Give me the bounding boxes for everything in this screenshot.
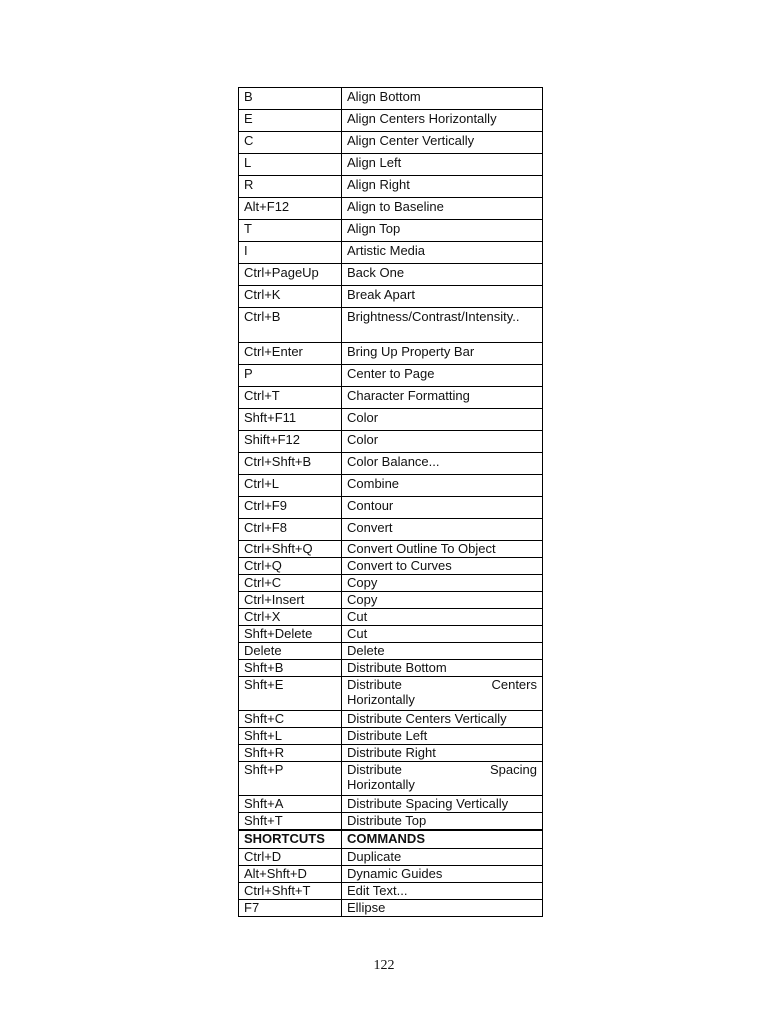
command-cell: Copy — [342, 575, 543, 592]
table-row — [239, 575, 543, 592]
command-cell: Ellipse — [342, 900, 543, 917]
shortcut-cell: Ctrl+Shft+T — [239, 883, 342, 900]
shortcut-cell: Alt+F12 — [239, 198, 342, 220]
shortcut-cell: Ctrl+Insert — [239, 592, 342, 609]
table-row — [239, 220, 543, 242]
command-cell: Align Centers Horizontally — [342, 110, 543, 132]
command-cell: Character Formatting — [342, 387, 543, 409]
table-row — [239, 900, 543, 917]
table-row — [239, 497, 543, 519]
shortcut-cell: Ctrl+F9 — [239, 497, 342, 519]
table-row — [239, 110, 543, 132]
command-cell: Bring Up Property Bar — [342, 343, 543, 365]
table-row — [239, 541, 543, 558]
command-cell: Distribute Left — [342, 728, 543, 745]
command-line-2: Horizontally — [347, 692, 415, 707]
command-cell: Align Left — [342, 154, 543, 176]
table-row — [239, 660, 543, 677]
table-row — [239, 745, 543, 762]
command-word: Centers — [491, 677, 537, 692]
table-row — [239, 677, 543, 711]
table-row — [239, 242, 543, 264]
table-row — [239, 711, 543, 728]
shortcut-cell: L — [239, 154, 342, 176]
table-row — [239, 609, 543, 626]
shortcut-cell: Shft+T — [239, 813, 342, 831]
command-cell: Distribute Right — [342, 745, 543, 762]
command-cell: Align Right — [342, 176, 543, 198]
shortcut-cell: Shft+R — [239, 745, 342, 762]
table-row — [239, 264, 543, 286]
table-row — [239, 475, 543, 497]
shortcut-cell: Ctrl+T — [239, 387, 342, 409]
table-row — [239, 883, 543, 900]
command-word: Spacing — [490, 762, 537, 777]
command-cell: Convert Outline To Object — [342, 541, 543, 558]
table-row — [239, 343, 543, 365]
table-row — [239, 286, 543, 308]
shortcut-cell: Ctrl+PageUp — [239, 264, 342, 286]
table-row — [239, 728, 543, 745]
command-cell: Artistic Media — [342, 242, 543, 264]
command-cell: Combine — [342, 475, 543, 497]
shortcut-cell: Delete — [239, 643, 342, 660]
command-cell: Copy — [342, 592, 543, 609]
command-cell: Edit Text... — [342, 883, 543, 900]
shortcut-cell: Shft+E — [239, 677, 342, 711]
table-row — [239, 796, 543, 813]
table-row — [239, 592, 543, 609]
shortcut-cell: Ctrl+K — [239, 286, 342, 308]
command-cell — [342, 677, 543, 711]
shortcut-cell: I — [239, 242, 342, 264]
table-row — [239, 132, 543, 154]
shortcut-cell: Ctrl+Enter — [239, 343, 342, 365]
command-cell: Align Top — [342, 220, 543, 242]
table-row — [239, 626, 543, 643]
command-cell: Back One — [342, 264, 543, 286]
table-row — [239, 308, 543, 343]
table-row — [239, 558, 543, 575]
shortcut-cell: Ctrl+C — [239, 575, 342, 592]
shortcut-cell: Ctrl+Q — [239, 558, 342, 575]
table-row — [239, 88, 543, 110]
command-cell: Color — [342, 431, 543, 453]
table-row — [239, 409, 543, 431]
command-word: Distribute — [347, 677, 402, 692]
command-cell: Delete — [342, 643, 543, 660]
command-cell: Color — [342, 409, 543, 431]
table-header-row — [239, 830, 543, 849]
shortcut-cell: B — [239, 88, 342, 110]
command-cell — [342, 762, 543, 796]
shortcut-cell: Shft+F11 — [239, 409, 342, 431]
shortcut-cell: Ctrl+Shft+Q — [239, 541, 342, 558]
shortcut-cell: R — [239, 176, 342, 198]
shortcut-table-body — [239, 88, 543, 917]
table-row — [239, 176, 543, 198]
command-line-1 — [347, 677, 537, 692]
shortcuts-header: SHORTCUTS — [239, 830, 342, 849]
shortcut-cell: Ctrl+X — [239, 609, 342, 626]
shortcut-cell: E — [239, 110, 342, 132]
shortcut-cell: Shft+C — [239, 711, 342, 728]
shortcut-cell: T — [239, 220, 342, 242]
shortcut-cell: Shift+F12 — [239, 431, 342, 453]
shortcut-cell: Ctrl+B — [239, 308, 342, 343]
shortcut-cell: Ctrl+L — [239, 475, 342, 497]
table-row — [239, 519, 543, 541]
shortcut-cell: F7 — [239, 900, 342, 917]
shortcut-cell: Alt+Shft+D — [239, 866, 342, 883]
command-cell: Convert to Curves — [342, 558, 543, 575]
command-cell: Break Apart — [342, 286, 543, 308]
shortcut-cell: C — [239, 132, 342, 154]
command-word: Distribute — [347, 762, 402, 777]
command-cell: Center to Page — [342, 365, 543, 387]
command-cell: Color Balance... — [342, 453, 543, 475]
command-cell: Distribute Centers Vertically — [342, 711, 543, 728]
command-cell: Contour — [342, 497, 543, 519]
command-cell: Distribute Top — [342, 813, 543, 831]
command-cell: Distribute Bottom — [342, 660, 543, 677]
command-cell: Cut — [342, 609, 543, 626]
command-cell: Dynamic Guides — [342, 866, 543, 883]
table-row — [239, 387, 543, 409]
table-row — [239, 453, 543, 475]
command-cell: Cut — [342, 626, 543, 643]
table-row — [239, 154, 543, 176]
table-row — [239, 866, 543, 883]
table-row — [239, 849, 543, 866]
command-cell: Duplicate — [342, 849, 543, 866]
shortcut-table — [238, 87, 543, 917]
command-cell: Align to Baseline — [342, 198, 543, 220]
command-line-2: Horizontally — [347, 777, 415, 792]
command-cell: Align Center Vertically — [342, 132, 543, 154]
table-row — [239, 198, 543, 220]
command-cell: Align Bottom — [342, 88, 543, 110]
shortcut-cell: Ctrl+F8 — [239, 519, 342, 541]
commands-header: COMMANDS — [342, 830, 543, 849]
shortcut-cell: Shft+A — [239, 796, 342, 813]
shortcut-cell: Shft+Delete — [239, 626, 342, 643]
shortcut-cell: Ctrl+Shft+B — [239, 453, 342, 475]
table-row — [239, 813, 543, 831]
table-row — [239, 762, 543, 796]
command-cell: Distribute Spacing Vertically — [342, 796, 543, 813]
table-row — [239, 643, 543, 660]
shortcut-cell: Shft+L — [239, 728, 342, 745]
shortcut-cell: Ctrl+D — [239, 849, 342, 866]
table-row — [239, 365, 543, 387]
command-cell: Brightness/Contrast/Intensity.. — [342, 308, 543, 343]
page-number: 122 — [373, 958, 395, 973]
shortcut-cell: Shft+B — [239, 660, 342, 677]
table-row — [239, 431, 543, 453]
shortcut-cell: P — [239, 365, 342, 387]
command-cell: Convert — [342, 519, 543, 541]
shortcut-cell: Shft+P — [239, 762, 342, 796]
command-line-1 — [347, 762, 537, 777]
